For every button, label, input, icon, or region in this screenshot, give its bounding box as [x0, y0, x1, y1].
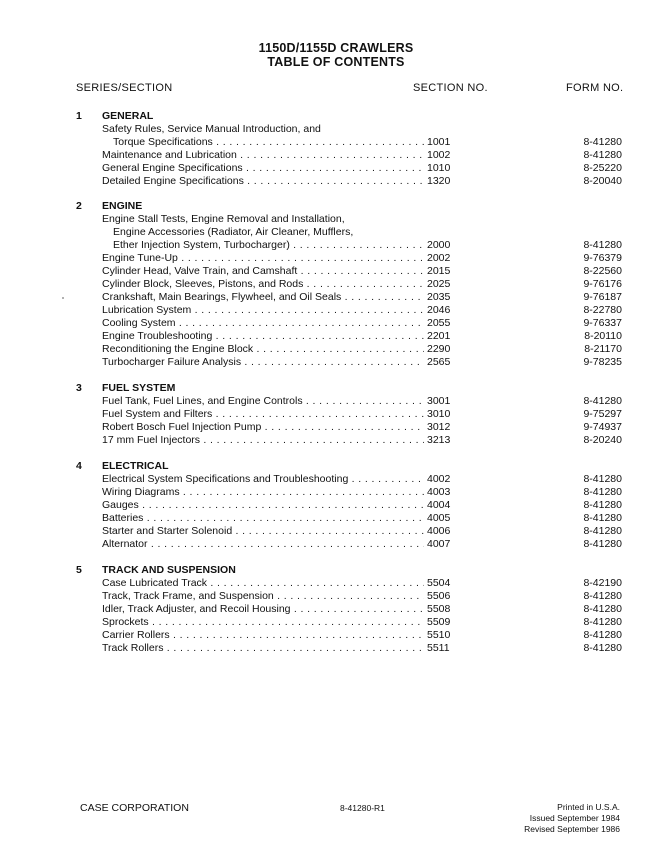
toc-entry-form-number: 8-20110: [584, 330, 622, 342]
toc-entry-line: [0, 603, 672, 616]
toc-entry-section-number: 5509: [427, 616, 451, 628]
toc-entry-form-number: 8-22560: [583, 265, 622, 277]
toc-entry-line: [0, 538, 672, 551]
section-number: 3: [76, 382, 82, 394]
toc-entry-form-number: 9-76379: [583, 252, 622, 264]
toc-entry-title: Track Rollers . . .: [102, 642, 424, 655]
toc-entry-line: [0, 162, 672, 175]
scan-speck: [62, 297, 64, 299]
toc-entry-form-number: 8-41280: [583, 136, 622, 148]
toc-entry-section-number: 4003: [427, 486, 451, 498]
toc-entry-title: Electrical System Specifications and Troubleshooting . . .: [102, 473, 424, 486]
toc-entry-title: Engine Stall Tests, Engine Removal and Installation,: [102, 213, 345, 225]
toc-entry-line: [0, 590, 672, 603]
toc-entry-section-number: 2290: [427, 343, 451, 355]
toc-entry-title: Torque Specifications . . .: [113, 136, 424, 149]
toc-entry-form-number: 8-20240: [583, 434, 622, 446]
toc-entry-line: [0, 226, 672, 239]
toc-entry-line: [0, 291, 672, 304]
toc-entry-title: General Engine Specifications . . .: [102, 162, 424, 175]
toc-entry-section-number: 5510: [427, 629, 451, 641]
toc-entry-title: Safety Rules, Service Manual Introduction, and: [102, 123, 321, 135]
toc-entry-section-number: 3001: [427, 395, 451, 407]
toc-entry-line: [0, 395, 672, 408]
toc-entry-line: [0, 136, 672, 149]
section-title: GENERAL: [102, 110, 154, 122]
column-header-series: SERIES/SECTION: [76, 82, 173, 94]
toc-entry-section-number: 1002: [427, 149, 451, 161]
toc-entry-section-number: 4007: [427, 538, 451, 550]
footer-form-ref: 8-41280-R1: [340, 803, 385, 813]
toc-entry-title: Gauges . . .: [102, 499, 424, 512]
toc-entry-section-number: 1320: [427, 175, 451, 187]
toc-entry-section-number: 1010: [427, 162, 451, 174]
toc-entry-form-number: 9-76176: [583, 278, 622, 290]
toc-entry-title: Batteries . . .: [102, 512, 424, 525]
footer-print-info: [524, 802, 620, 835]
toc-entry-section-number: 2015: [427, 265, 451, 277]
toc-entry-title: Ether Injection System, Turbocharger) . . .: [113, 239, 424, 252]
toc-entry-section-number: 4004: [427, 499, 451, 511]
toc-entry-section-number: 2000: [427, 239, 451, 251]
toc-entry-form-number: 8-25220: [583, 162, 622, 174]
toc-entry-form-number: 8-22780: [583, 304, 622, 316]
toc-entry-line: [0, 149, 672, 162]
section-title: TRACK AND SUSPENSION: [102, 564, 236, 576]
toc-entry-line: [0, 330, 672, 343]
toc-entry-title: Crankshaft, Main Bearings, Flywheel, and Oil Seals . . .: [102, 291, 424, 304]
toc-entry-form-number: 8-41280: [583, 590, 622, 602]
toc-entry-section-number: 2055: [427, 317, 451, 329]
toc-entry-line: [0, 278, 672, 291]
toc-entry-section-number: 3012: [427, 421, 451, 433]
toc-entry-form-number: 8-41280: [583, 239, 622, 251]
toc-entry-title: Sprockets . . .: [102, 616, 424, 629]
toc-entry-title: Detailed Engine Specifications . . .: [102, 175, 424, 188]
toc-entry-form-number: 8-41280: [583, 616, 622, 628]
toc-entry-line: [0, 473, 672, 486]
toc-entry-title: Engine Troubleshooting . . .: [102, 330, 424, 343]
toc-entry-form-number: 8-41280: [583, 149, 622, 161]
toc-entry-title: Cylinder Block, Sleeves, Pistons, and Rods . . .: [102, 278, 424, 291]
toc-entry-form-number: 8-41280: [583, 395, 622, 407]
toc-entry-title: Engine Tune-Up . . .: [102, 252, 424, 265]
toc-entry-line: [0, 642, 672, 655]
toc-entry-line: [0, 252, 672, 265]
toc-entry-section-number: 4002: [427, 473, 451, 485]
toc-entry-form-number: 9-76337: [583, 317, 622, 329]
column-header-section-no: SECTION NO.: [413, 82, 488, 94]
toc-entry-line: [0, 408, 672, 421]
toc-entry-line: [0, 123, 672, 136]
toc-entry-title: 17 mm Fuel Injectors . . .: [102, 434, 424, 447]
toc-entry-line: [0, 304, 672, 317]
toc-entry-form-number: 8-41280: [583, 642, 622, 654]
toc-entry-line: [0, 499, 672, 512]
toc-entry-line: [0, 525, 672, 538]
toc-entry-title: Wiring Diagrams . . .: [102, 486, 424, 499]
toc-entry-title: Alternator . . .: [102, 538, 424, 551]
toc-entry-title: Case Lubricated Track . . .: [102, 577, 424, 590]
toc-entry-section-number: 2565: [427, 356, 451, 368]
toc-entry-form-number: 8-41280: [583, 603, 622, 615]
toc-entry-title: Track, Track Frame, and Suspension . . .: [102, 590, 424, 603]
toc-entry-title: Carrier Rollers . . .: [102, 629, 424, 642]
toc-entry-form-number: 8-41280: [583, 538, 622, 550]
toc-entry-form-number: 9-78235: [583, 356, 622, 368]
toc-entry-line: [0, 213, 672, 226]
toc-entry-line: [0, 434, 672, 447]
section-number: 2: [76, 200, 82, 212]
toc-entry-section-number: 2035: [427, 291, 451, 303]
toc-entry-title: Fuel System and Filters . . .: [102, 408, 424, 421]
column-header-form-no: FORM NO.: [566, 82, 624, 94]
toc-entry-line: [0, 629, 672, 642]
toc-entry-section-number: 4005: [427, 512, 451, 524]
toc-entry-title: Reconditioning the Engine Block . . .: [102, 343, 424, 356]
toc-entry-title: Robert Bosch Fuel Injection Pump . . .: [102, 421, 424, 434]
toc-entry-section-number: 2002: [427, 252, 451, 264]
toc-entry-form-number: 8-41280: [583, 512, 622, 524]
toc-entry-line: [0, 512, 672, 525]
toc-entry-line: [0, 343, 672, 356]
toc-entry-form-number: 8-42190: [583, 577, 622, 589]
toc-entry-title: Idler, Track Adjuster, and Recoil Housing . . .: [102, 603, 424, 616]
toc-entry-title: Starter and Starter Solenoid . . .: [102, 525, 424, 538]
footer-revised: Revised September 1986: [524, 824, 620, 834]
toc-entry-title: Cooling System . . .: [102, 317, 424, 330]
toc-entry-form-number: 8-21170: [584, 343, 622, 355]
toc-entry-title: Lubrication System . . .: [102, 304, 424, 317]
section-number: 5: [76, 564, 82, 576]
toc-entry-section-number: 5511: [427, 642, 450, 654]
toc-entry-form-number: 8-20040: [583, 175, 622, 187]
toc-entry-form-number: 8-41280: [583, 499, 622, 511]
footer-company: CASE CORPORATION: [80, 802, 189, 814]
toc-entry-line: [0, 265, 672, 278]
toc-entry-title: Fuel Tank, Fuel Lines, and Engine Controls . . .: [102, 395, 424, 408]
toc-entry-section-number: 5506: [427, 590, 451, 602]
toc-entry-section-number: 2025: [427, 278, 451, 290]
toc-entry-section-number: 3010: [427, 408, 451, 420]
toc-entry-form-number: 8-41280: [583, 486, 622, 498]
toc-entry-section-number: 4006: [427, 525, 451, 537]
toc-entry-section-number: 5504: [427, 577, 451, 589]
toc-entry-title: Engine Accessories (Radiator, Air Cleaner, Mufflers,: [113, 226, 354, 238]
toc-entry-form-number: 9-76187: [583, 291, 622, 303]
footer-issued: Issued September 1984: [529, 813, 620, 823]
toc-entry-section-number: 3213: [427, 434, 451, 446]
toc-entry-line: [0, 486, 672, 499]
toc-entry-line: [0, 421, 672, 434]
toc-entry-form-number: 8-41280: [583, 629, 622, 641]
section-title: ENGINE: [102, 200, 143, 212]
toc-entry-section-number: 2046: [427, 304, 451, 316]
toc-entry-form-number: 8-41280: [583, 525, 622, 537]
toc-entry-form-number: 9-75297: [583, 408, 622, 420]
footer-printed: Printed in U.S.A.: [557, 802, 620, 812]
section-number: 1: [76, 110, 82, 122]
toc-entry-form-number: 9-74937: [583, 421, 622, 433]
document-title: 1150D/1155D CRAWLERS: [258, 41, 414, 55]
toc-entry-section-number: 1001: [427, 136, 451, 148]
toc-entry-line: [0, 616, 672, 629]
toc-entry-title: Cylinder Head, Valve Train, and Camshaft . . .: [102, 265, 424, 278]
document-subtitle: TABLE OF CONTENTS: [267, 55, 405, 69]
toc-entry-title: Turbocharger Failure Analysis . . .: [102, 356, 424, 369]
section-title: ELECTRICAL: [102, 460, 169, 472]
toc-entry-line: [0, 577, 672, 590]
toc-entry-form-number: 8-41280: [583, 473, 622, 485]
section-number: 4: [76, 460, 82, 472]
toc-entry-line: [0, 175, 672, 188]
toc-entry-title: Maintenance and Lubrication . . .: [102, 149, 424, 162]
toc-entry-section-number: 2201: [427, 330, 451, 342]
section-title: FUEL SYSTEM: [102, 382, 176, 394]
toc-entry-section-number: 5508: [427, 603, 451, 615]
toc-entry-line: [0, 356, 672, 369]
toc-entry-line: [0, 317, 672, 330]
toc-entry-line: [0, 239, 672, 252]
